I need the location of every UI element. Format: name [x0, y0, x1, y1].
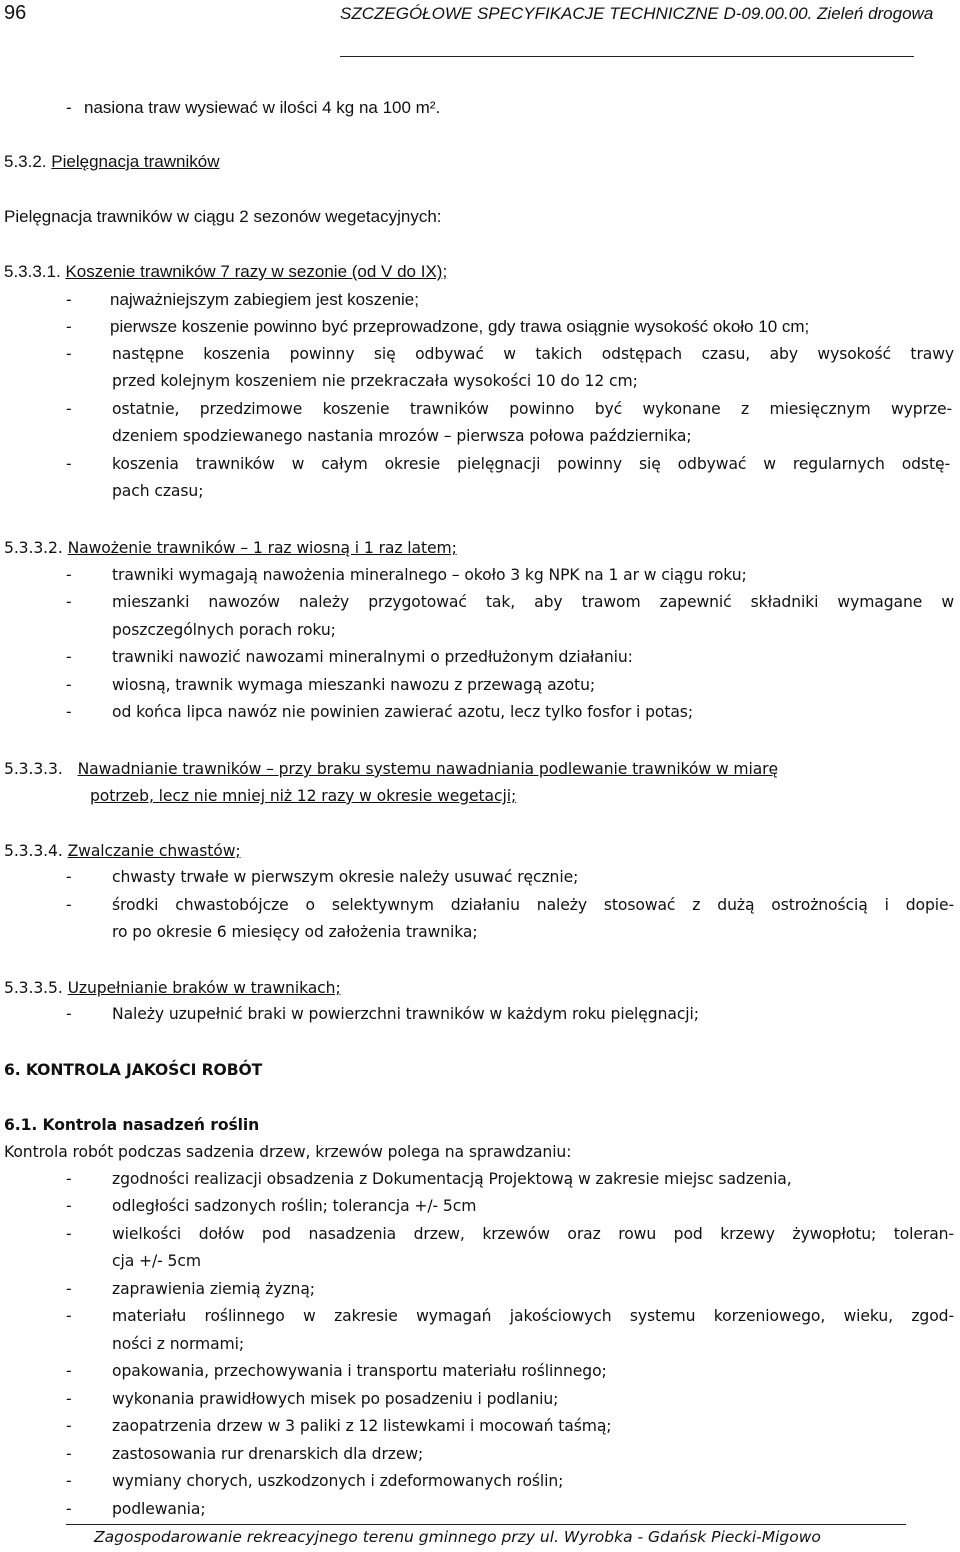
list-item-continuation: przed kolejnym koszeniem nie przekraczała wysokości 10 do 12 cm; [112, 372, 638, 390]
section-number: 5.3.3.3. [4, 760, 63, 778]
section-title: Nawadnianie trawników – przy braku systemu nawadniania podlewanie trawników w miarę [77, 760, 778, 778]
section-title-continuation: potrzeb, lecz nie mniej niż 12 razy w okresie wegetacji; [90, 787, 517, 805]
list-item: chwasty trwałe w pierwszym okresie należy usuwać ręcznie; [112, 868, 579, 886]
list-item-continuation: ności z normami; [112, 1335, 245, 1353]
bullet-dash: - [66, 868, 72, 886]
page-header [0, 0, 960, 60]
chapter-heading: 6. KONTROLA JAKOŚCI ROBÓT [4, 1061, 263, 1079]
section-title: Pielęgnacja trawników [51, 152, 220, 171]
list-item: trawniki wymagają nawożenia mineralnego – około 3 kg NPK na 1 ar w ciągu roku; [112, 566, 747, 584]
list-item: środki chwastobójcze o selektywnym działaniu należy stosować z dużą ostrożnością i dopie- [112, 896, 954, 914]
list-item: zaprawienia ziemią żyzną; [112, 1280, 315, 1298]
bullet-dash: - [66, 1307, 72, 1325]
list-item: od końca lipca nawóz nie powinien zawierać azotu, lecz tylko fosfor i potas; [112, 703, 693, 721]
list-item: mieszanki nawozów należy przygotować tak, aby trawom zapewnić składniki wymagane w [112, 593, 954, 611]
bullet-dash: - [66, 455, 72, 473]
bullet-dash: - [66, 1225, 72, 1243]
section-heading-5334 [4, 841, 241, 861]
section-intro: Kontrola robót podczas sadzenia drzew, krzewów polega na sprawdzaniu: [4, 1143, 572, 1161]
bullet-dash: - [66, 676, 72, 694]
bullet-dash: - [66, 1417, 72, 1435]
bullet-dash: - [66, 400, 72, 418]
list-item: wielkości dołów pod nasadzenia drzew, krzewów oraz rowu pod krzewy żywopłotu; toleran- [112, 1225, 954, 1243]
list-item: następne koszenia powinny się odbywać w takich odstępach czasu, aby wysokość trawy [112, 345, 954, 363]
list-item: Należy uzupełnić braki w powierzchni trawników w każdym roku pielęgnacji; [112, 1005, 699, 1023]
list-item: opakowania, przechowywania i transportu materiału roślinnego; [112, 1362, 607, 1380]
section-number: 5.3.2. [4, 152, 47, 171]
bullet-dash: - [66, 1390, 72, 1408]
list-item-continuation: pach czasu; [112, 482, 204, 500]
list-item-continuation: dzeniem spodziewanego nastania mrozów – pierwsza połowa października; [112, 427, 692, 445]
list-item: zastosowania rur drenarskich dla drzew; [112, 1445, 424, 1463]
header-rule [340, 56, 914, 57]
list-item: najważniejszym zabiegiem jest koszenie; [110, 290, 419, 309]
list-item-continuation: ro po okresie 6 miesięcy od założenia trawnika; [112, 923, 478, 941]
section-heading-532 [4, 152, 219, 172]
bullet-dash: - [66, 1197, 72, 1215]
bullet-dash: - [66, 1170, 72, 1188]
section-heading-5332 [4, 538, 457, 558]
list-item-continuation: cja +/- 5cm [112, 1252, 201, 1270]
bullet-dash: - [66, 703, 72, 721]
list-item: ostatnie, przedzimowe koszenie trawników powinno być wykonane z miesięcznym wyprze- [112, 400, 952, 418]
bullet-dash: - [66, 98, 72, 117]
bullet-dash: - [66, 1280, 72, 1298]
list-item: koszenia trawników w całym okresie pielęgnacji powinny się odbywać w regularnych odstę- [112, 455, 950, 473]
list-item-continuation: poszczególnych porach roku; [112, 621, 336, 639]
intro-bullet: nasiona traw wysiewać w ilości 4 kg na 100 m². [84, 98, 441, 117]
section-number: 5.3.3.2. [4, 539, 63, 557]
list-item: materiału roślinnego w zakresie wymagań jakościowych systemu korzeniowego, wieku, zgod- [112, 1307, 954, 1325]
bullet-dash: - [66, 290, 72, 309]
section-title: Uzupełnianie braków w trawnikach; [67, 979, 341, 997]
section-heading-5331 [4, 262, 447, 282]
section-number: 5.3.3.5. [4, 979, 63, 997]
bullet-dash: - [66, 1005, 72, 1023]
list-item: wymiany chorych, uszkodzonych i zdeformowanych roślin; [112, 1472, 564, 1490]
section-heading-5335 [4, 978, 341, 998]
page-number: 96 [4, 2, 27, 24]
section-title: Kontrola nasadzeń roślin [42, 1116, 260, 1134]
list-item: trawniki nawozić nawozami mineralnymi o przedłużonym działaniu: [112, 648, 633, 666]
list-item: odległości sadzonych roślin; tolerancja +/- 5cm [112, 1197, 477, 1215]
bullet-dash: - [66, 317, 72, 336]
header-title: SZCZEGÓŁOWE SPECYFIKACJE TECHNICZNE D-09.00.00. Zieleń drogowa [340, 4, 934, 23]
footer-rule [66, 1524, 906, 1525]
bullet-dash: - [66, 593, 72, 611]
section-title: Koszenie trawników 7 razy w sezonie (od V do IX); [65, 262, 448, 281]
bullet-dash: - [66, 1500, 72, 1518]
bullet-dash: - [66, 1445, 72, 1463]
list-item: pierwsze koszenie powinno być przeprowadzone, gdy trawa osiągnie wysokość około 10 cm; [110, 317, 810, 336]
section-number: 5.3.3.1. [4, 262, 61, 281]
bullet-dash: - [66, 566, 72, 584]
list-item: wiosną, trawnik wymaga mieszanki nawozu z przewagą azotu; [112, 676, 596, 694]
intro-line: Pielęgnacja trawników w ciągu 2 sezonów wegetacyjnych: [4, 207, 442, 226]
section-number: 5.3.3.4. [4, 842, 63, 860]
list-item: zgodności realizacji obsadzenia z Dokumentacją Projektową w zakresie miejsc sadzenia, [112, 1170, 792, 1188]
section-heading-61 [4, 1115, 259, 1135]
list-item: wykonania prawidłowych misek po posadzeniu i podlaniu; [112, 1390, 559, 1408]
list-item: podlewania; [112, 1500, 206, 1518]
section-number: 6.1. [4, 1116, 38, 1134]
bullet-dash: - [66, 648, 72, 666]
section-title: Nawożenie trawników – 1 raz wiosną i 1 raz latem; [67, 539, 457, 557]
bullet-dash: - [66, 345, 72, 363]
bullet-dash: - [66, 1472, 72, 1490]
list-item: zaopatrzenia drzew w 3 paliki z 12 listewkami i mocowań taśmą; [112, 1417, 612, 1435]
page-footer: Zagospodarowanie rekreacyjnego terenu gminnego przy ul. Wyrobka - Gdańsk Piecki-Migowo [94, 1528, 821, 1546]
bullet-dash: - [66, 896, 72, 914]
section-heading-5333 [4, 759, 778, 779]
section-title: Zwalczanie chwastów; [67, 842, 241, 860]
bullet-dash: - [66, 1362, 72, 1380]
